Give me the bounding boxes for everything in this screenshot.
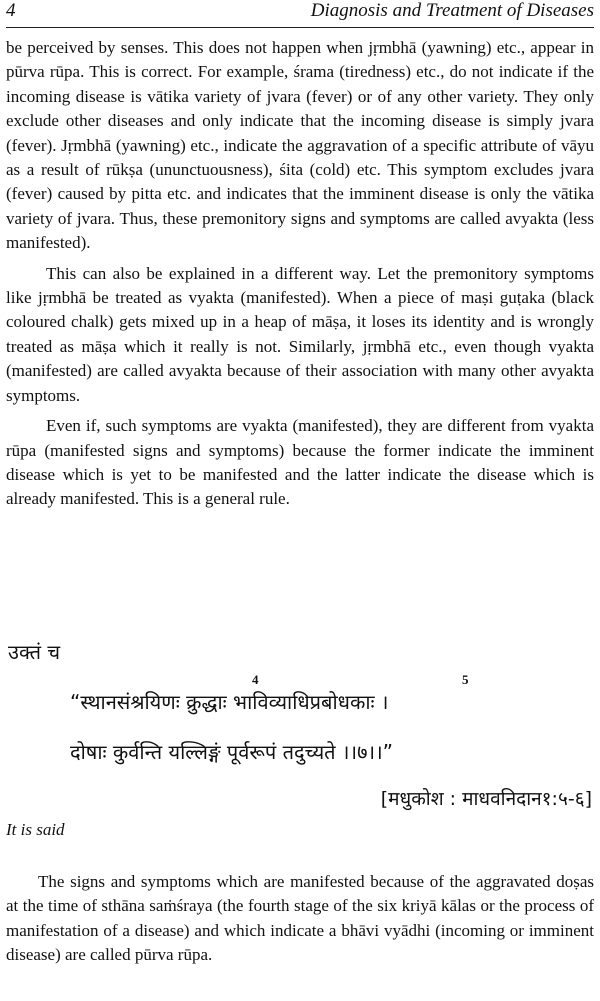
verse-line-1: “स्थानसंश्रयिणः क्रुद्धाः भाविव्याधिप्रबोधकाः । <box>70 690 389 714</box>
page-number: 4 <box>6 0 16 21</box>
footnote-mark-4: 4 <box>252 672 259 687</box>
verse-intro: उक्तं च <box>8 640 61 664</box>
footnote-mark-5: 5 <box>462 672 469 687</box>
translation-paragraph: The signs and symptoms which are manifested because of the aggravated doṣas at the time of sthāna saṁśraya (the fourth stage of the six kriyā kālas or the process of manifestation of a disease) and which indicate a bhāvi vyādhi (incoming or imminent disease) are called pūrva rūpa. <box>6 872 594 965</box>
verse-line-2: दोषाः कुर्वन्ति यल्लिङ्गं पूर्वरूपं तदुच्यते ।।७।।” <box>70 740 394 764</box>
paragraph-1: be perceived by senses. This does not happen when jṛmbhā (yawning) etc., appear in pūrva rūpa. This is correct. For example, śrama (tiredness) etc., do not indicate if the incoming disease is vātika variety of jvara (fever) or of any other variety. They only exclude other diseases and only indicate that the incoming disease is simply jvara (fever). Jṛmbhā (yawning) etc., indicate the aggravation of a specific attribute of vāyu as a result of rūkṣa (ununctuousness), śita (cold) etc. This symptom excludes jvara (fever) caused by pitta etc. and indicates that the imminent disease is only the vātika variety of jvara. Thus, these premonitory signs and symptoms are called avyakta (less manifested). <box>6 38 594 253</box>
translation-heading: It is said <box>6 820 65 839</box>
running-title: Diagnosis and Treatment of Diseases <box>310 0 594 21</box>
verse-reference: [मधुकोश : माधवनिदान१:५-६] <box>380 788 592 810</box>
running-header <box>6 0 594 26</box>
header-rule <box>6 27 594 28</box>
body-text <box>6 36 594 512</box>
paragraph-2: This can also be explained in a different way. Let the premonitory symptoms like jṛmbhā be treated as vyakta (manifested). When a piece of maṣi guṭaka (black coloured chalk) gets mixed up in a heap of māṣa, it loses its identity and is wrongly treated as māṣa which it really is not. Similarly, jṛmbhā etc., even though vyakta (manifested) are called avyakta because of their association with many other avyakta symptoms. <box>6 263 594 405</box>
paragraph-3: Even if, such symptoms are vyakta (manifested), they are different from vyakta rūpa (manifested signs and symptoms) because the former indicate the imminent disease which is yet to be manifested and the latter indicate the disease which is already manifested. This is a general rule. <box>6 416 594 509</box>
